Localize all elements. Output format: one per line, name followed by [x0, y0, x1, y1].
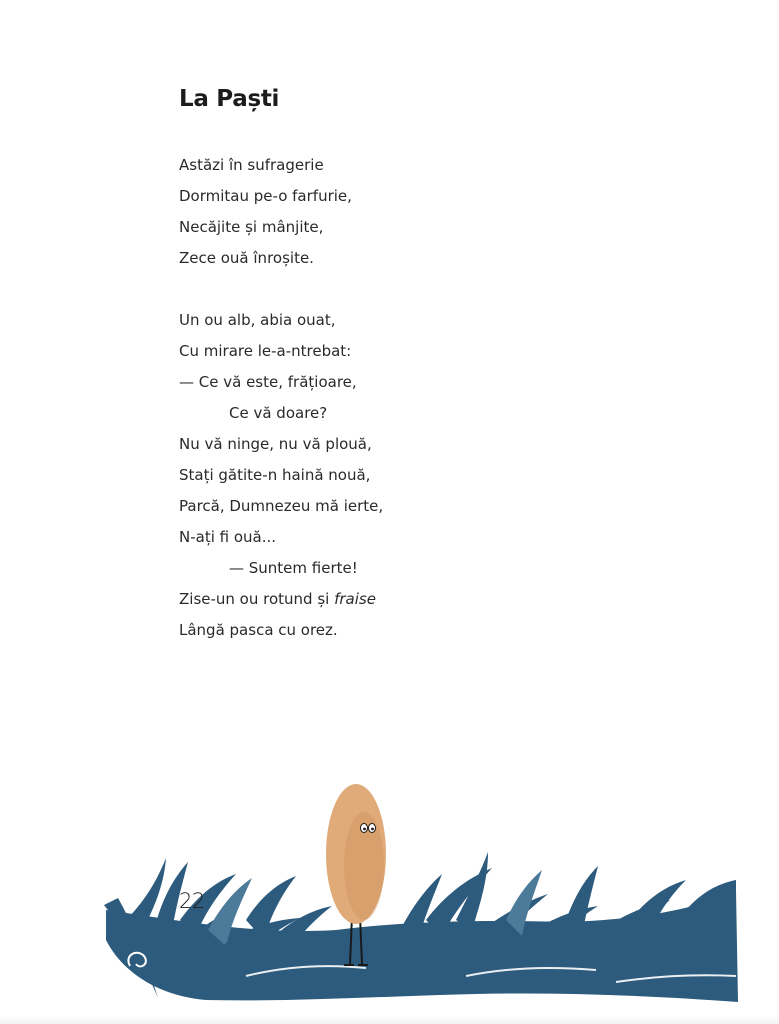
poem-line: Astăzi în sufragerie — [179, 156, 324, 174]
poem-line: Zece ouă înroșite. — [179, 249, 314, 267]
poem-line: Lângă pasca cu orez. — [179, 621, 338, 639]
poem-title: La Paști — [179, 86, 280, 112]
poem-line: Necăjite și mânjite, — [179, 218, 324, 236]
poem-line: Nu vă ninge, nu vă plouă, — [179, 435, 372, 453]
poem-italic-word: fraise — [334, 590, 376, 608]
poem-line: — Suntem fierte! — [229, 559, 358, 577]
blue-grass-icon — [104, 852, 738, 1002]
poem-line: Parcă, Dumnezeu mă ierte, — [179, 497, 384, 515]
poem-line: Un ou alb, abia ouat, — [179, 311, 336, 329]
poem-line: Ce vă doare? — [229, 404, 328, 422]
page-bottom-edge — [0, 1016, 779, 1024]
page-number: 22 — [179, 889, 205, 913]
poem-line: Cu mirare le-a-ntrebat: — [179, 342, 352, 360]
poem-line: N-ați fi ouă... — [179, 528, 277, 546]
poem-line — [179, 590, 376, 608]
poem-line: Stați gătite-n haină nouă, — [179, 466, 371, 484]
poem-line: — Ce vă este, frățioare, — [179, 373, 357, 391]
poem-line: Dormitau pe-o farfurie, — [179, 187, 352, 205]
poem-line-text: Zise-un ou rotund și — [179, 590, 335, 608]
